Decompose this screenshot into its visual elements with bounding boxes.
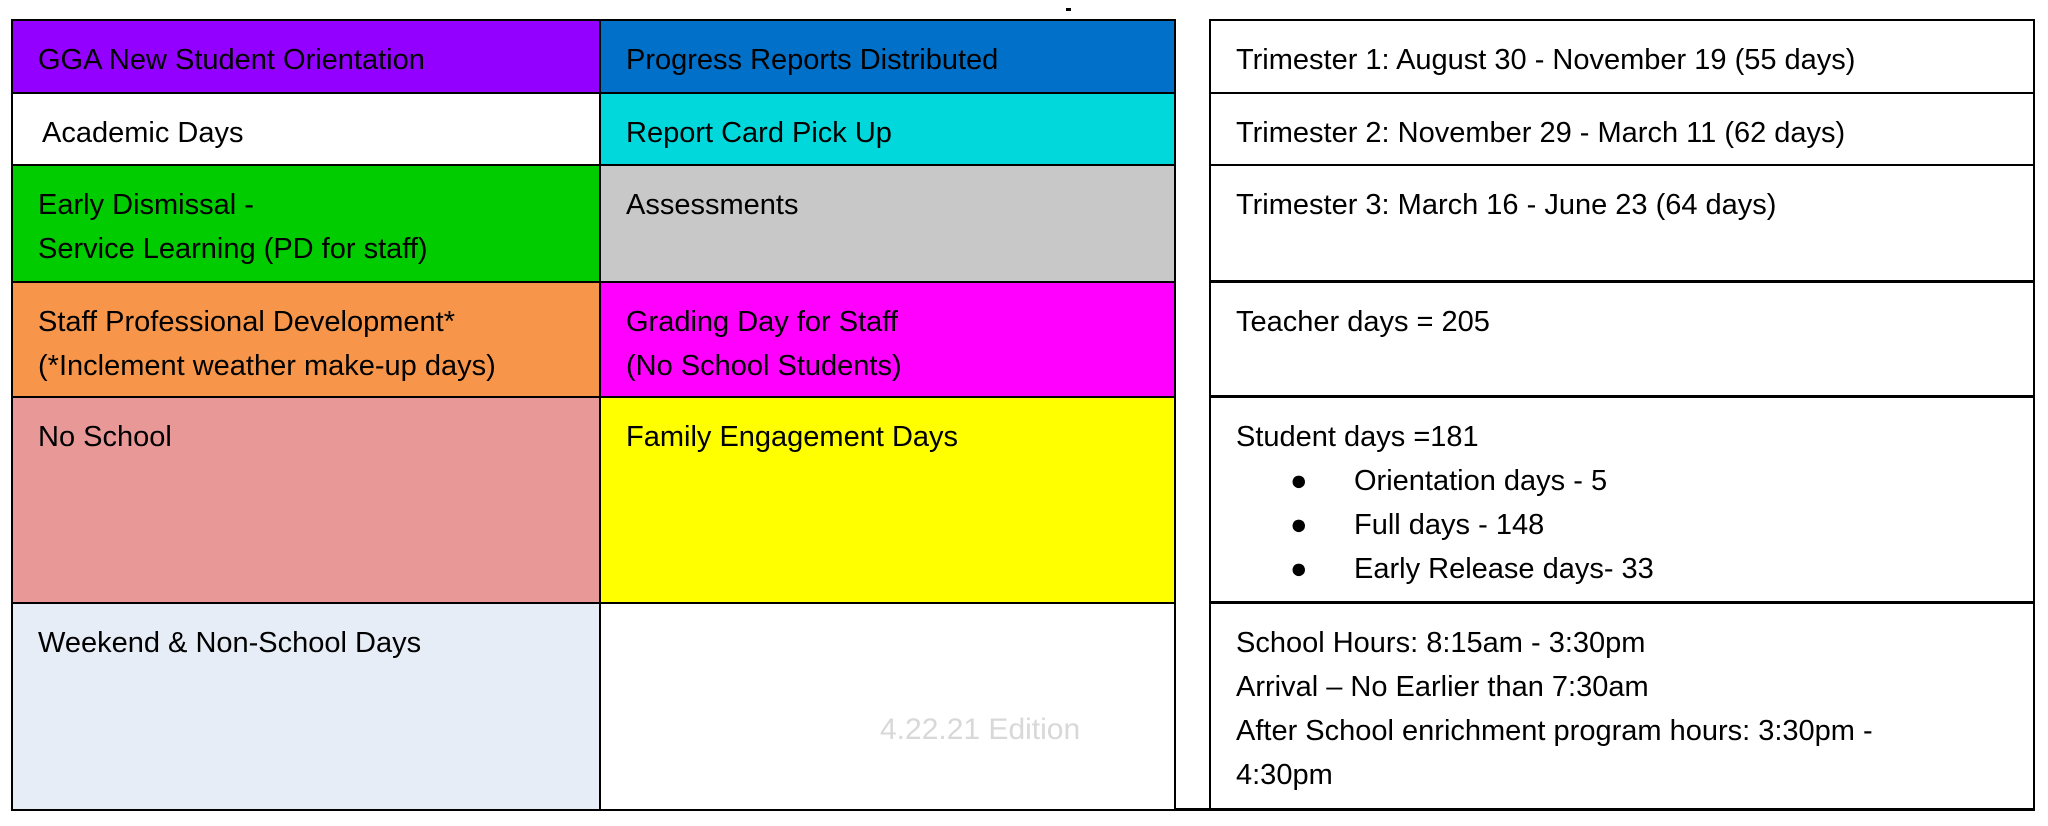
legend-label: Academic Days <box>42 117 244 149</box>
list-item-text: Full days - 148 <box>1354 509 1545 541</box>
bullet-icon: ● <box>1290 509 1308 541</box>
grid-line <box>11 19 13 811</box>
student-days-list <box>1236 459 2008 591</box>
grid-line <box>11 602 1176 604</box>
legend-label: Family Engagement Days <box>626 421 959 453</box>
list-item-text: Orientation days - 5 <box>1354 465 1608 497</box>
grid-line <box>1176 808 2035 811</box>
legend-label: Progress Reports Distributed <box>626 44 999 76</box>
grid-line <box>1209 164 2035 166</box>
grid-line <box>11 396 1176 398</box>
trimester-2-text: Trimester 2: November 29 - March 11 (62 days) <box>1236 117 1846 149</box>
school-hours-line3: After School enrichment program hours: 3:30pm - <box>1236 715 1873 747</box>
legend-label: GGA New Student Orientation <box>38 44 425 76</box>
list-item-text: Early Release days- 33 <box>1354 553 1654 585</box>
trimester-3 <box>1210 165 2034 282</box>
legend-label-line1: Staff Professional Development* <box>38 306 455 338</box>
legend-gga-orientation <box>12 20 600 93</box>
trimester-1-text: Trimester 1: August 30 - November 19 (55 days) <box>1236 44 1856 76</box>
school-hours-line2: Arrival – No Earlier than 7:30am <box>1236 671 1649 703</box>
list-item <box>1236 547 2008 591</box>
grid-line <box>1209 92 2035 94</box>
school-hours <box>1210 603 2034 810</box>
grid-line <box>1209 601 2035 604</box>
student-days <box>1210 397 2034 603</box>
grid-line <box>1209 395 2035 398</box>
bullet-icon: ● <box>1290 465 1308 497</box>
legend-progress-reports <box>600 20 1175 93</box>
trimester-2 <box>1210 93 2034 165</box>
legend-staff-pd <box>12 282 600 397</box>
top-mark <box>1066 8 1071 11</box>
grid-line <box>11 164 1176 166</box>
legend-report-card <box>600 93 1175 165</box>
trimester-3-text: Trimester 3: March 16 - June 23 (64 days) <box>1236 189 1777 221</box>
legend-no-school <box>12 397 600 603</box>
legend-label: No School <box>38 421 172 453</box>
grid-line <box>599 19 601 811</box>
grid-line <box>11 281 1176 283</box>
legend-label-line1: Early Dismissal - <box>38 189 254 221</box>
legend-early-dismissal <box>12 165 600 282</box>
legend-label-line1: Grading Day for Staff <box>626 306 898 338</box>
teacher-days-text: Teacher days = 205 <box>1236 306 1490 338</box>
grid-line <box>11 92 1176 94</box>
legend-grading-day <box>600 282 1175 397</box>
legend-weekend <box>12 603 600 810</box>
legend-label: Report Card Pick Up <box>626 117 892 149</box>
grid-line <box>1209 19 1211 811</box>
grid-line <box>11 19 1176 21</box>
legend-academic-days <box>12 93 600 165</box>
school-hours-line1: School Hours: 8:15am - 3:30pm <box>1236 627 1646 659</box>
grid-line <box>2033 19 2035 811</box>
legend-label: Weekend & Non-School Days <box>38 627 422 659</box>
legend-label-line2: (No School Students) <box>626 350 902 382</box>
legend-assessments <box>600 165 1175 282</box>
legend-family-engagement <box>600 397 1175 603</box>
list-item <box>1236 459 2008 503</box>
legend-label: Assessments <box>626 189 799 221</box>
school-hours-line4: 4:30pm <box>1236 759 1333 791</box>
trimester-1 <box>1210 20 2034 93</box>
legend-label-line2: Service Learning (PD for staff) <box>38 233 428 265</box>
grid-line <box>11 809 1176 811</box>
legend-label-line2: (*Inclement weather make-up days) <box>38 350 496 382</box>
grid-line <box>1209 19 2035 21</box>
teacher-days <box>1210 282 2034 397</box>
bullet-icon: ● <box>1290 553 1308 585</box>
edition-watermark: 4.22.21 Edition <box>880 713 1081 746</box>
grid-line <box>1209 280 2035 283</box>
legend-empty-cell <box>600 603 1175 810</box>
list-item <box>1236 503 2008 547</box>
student-days-title: Student days =181 <box>1236 421 1479 453</box>
grid-line <box>1174 19 1176 811</box>
